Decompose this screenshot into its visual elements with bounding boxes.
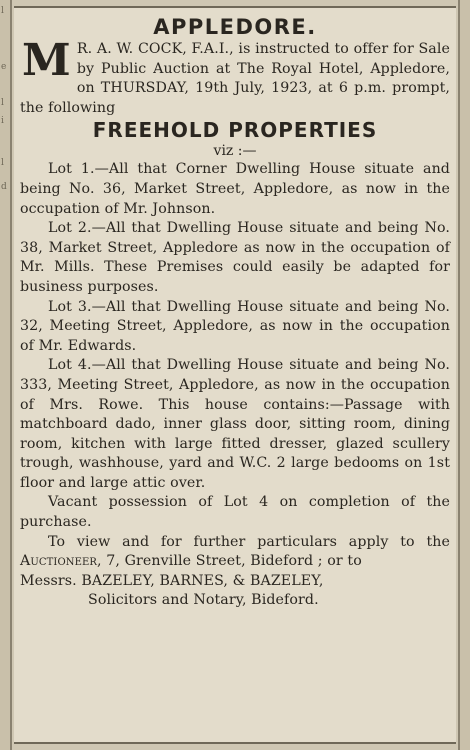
- section-heading: FREEHOLD PROPERTIES: [92, 118, 378, 143]
- view-text-before: To view and for further particulars apply to the: [48, 533, 450, 550]
- solicitors-firm: Messrs. BAZELEY, BARNES, & BAZELEY,: [20, 572, 324, 589]
- margin-char: l: [1, 98, 4, 108]
- auctioneer-word: Auctioneer: [20, 553, 98, 570]
- margin-char: d: [1, 182, 7, 192]
- lot-3: Lot 3.—All that Dwelling House situate and being No. 32, Meeting Street, Appledore, as now in the occupation of Mr. Edwards.: [20, 298, 450, 354]
- left-column-edge: [0, 0, 12, 750]
- right-column-edge: [458, 0, 470, 750]
- solicitors-line: Solicitors and Notary, Bideford.: [88, 592, 319, 609]
- lot-1: Lot 1.—All that Corner Dwelling House situate and being No. 36, Market Street, Appledore, as now in the occupation of Mr. Johnson.: [20, 161, 450, 217]
- lot-2: Lot 2.—All that Dwelling House situate and being No. 38, Market Street, Appledore as now in the occupation of Mr. Mills. These Premises could easily be adapted for business purposes.: [20, 220, 450, 295]
- lot-4: Lot 4.—All that Dwelling House situate and being No. 333, Meeting Street, Appledore, as now in the occupation of Mrs. Rowe. This house contains:—Passage with matchboard dado, inner glass door, sitting room, dining room, kitchen with large fitted dresser, glazed scullery trough, washhouse, yard and W.C. 2 large bedooms on 1st floor and large attic over.: [20, 357, 450, 491]
- view-text-after: , 7, Grenville Street, Bideford ; or to: [97, 553, 362, 570]
- auction-advertisement: [14, 6, 456, 744]
- view-paragraph: [20, 533, 450, 572]
- ad-title: APPLEDORE.: [153, 15, 317, 39]
- possession-paragraph: Vacant possession of Lot 4 on completion of the purchase.: [20, 494, 450, 531]
- intro-paragraph: [20, 35, 450, 118]
- viz-label: viz :—: [213, 143, 257, 160]
- margin-char: l: [1, 6, 4, 16]
- intro-text: R. A. W. COCK, F.A.I., is instructed to offer for Sale by Public Auction at The Royal Hotel, Appledore, on THURSDAY, 19th July, 1923, at 6 p.m. prompt, the following: [20, 41, 450, 116]
- drop-cap: M: [22, 35, 71, 86]
- margin-char: l: [1, 158, 4, 168]
- margin-char: e: [1, 62, 7, 72]
- margin-char: i: [1, 116, 4, 126]
